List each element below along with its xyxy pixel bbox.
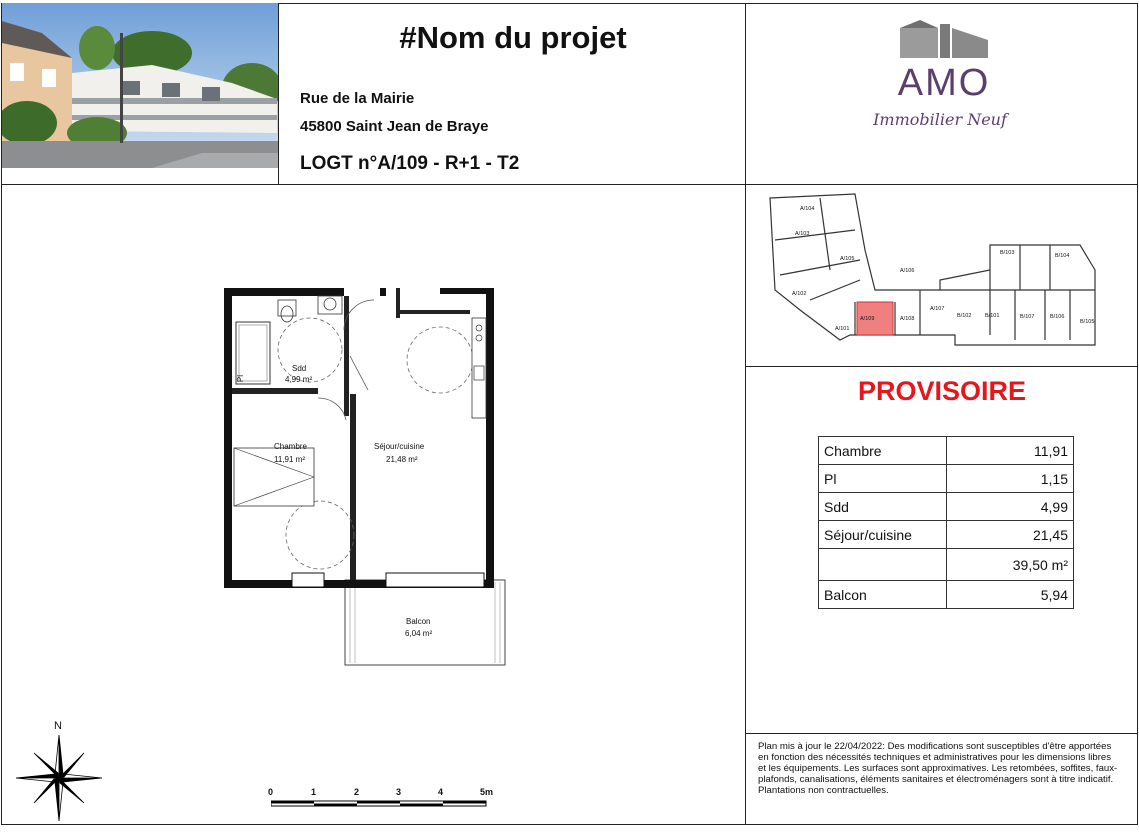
svg-text:A/107: A/107	[930, 306, 945, 312]
area-cell: 21,45	[947, 521, 1074, 549]
room-balcon-area: 6,04 m²	[405, 629, 433, 638]
scale-tick-2: 2	[354, 787, 360, 797]
project-title: #Nom du projet	[399, 20, 627, 55]
floor-plan	[200, 270, 530, 670]
header-divider	[1, 184, 1138, 185]
svg-text:A/106: A/106	[900, 268, 915, 274]
scale-tick-0: 0	[268, 787, 274, 797]
svg-text:A/103: A/103	[795, 231, 810, 237]
room-cell	[819, 549, 947, 581]
area-cell: 1,15	[947, 465, 1074, 493]
surface-table	[818, 436, 1074, 609]
svg-text:B/101: B/101	[985, 313, 1000, 319]
building-photo	[2, 3, 278, 168]
area-cell: 5,94	[947, 581, 1074, 609]
logo-brand: AMO	[897, 62, 991, 104]
svg-text:A/105: A/105	[840, 256, 855, 262]
keyplan-divider	[745, 366, 1138, 367]
table-row	[819, 581, 1074, 609]
room-cell: Pl	[819, 465, 947, 493]
address-line-1: Rue de la Mairie	[300, 90, 415, 107]
svg-text:A/101: A/101	[835, 326, 850, 332]
scale-tick-3: 3	[396, 787, 402, 797]
svg-text:A/109: A/109	[860, 316, 875, 322]
room-cell: Balcon	[819, 581, 947, 609]
svg-text:B/105: B/105	[1080, 319, 1095, 325]
room-chambre-area: 11,91 m²	[274, 455, 305, 464]
svg-text:A/104: A/104	[800, 206, 815, 212]
north-label: N	[54, 720, 62, 732]
key-plan	[760, 190, 1130, 360]
logo-tagline: Immobilier Neuf	[873, 110, 1007, 129]
disclaimer-note: Plan mis à jour le 22/04/2022: Des modifications sont susceptibles d'être apportées en fonction des nécessités techniques et administratives pour les dimensions libres et les équipements. Les surfaces sont approximatives. Les retombées, soffites, faux-plafonds, canalisations, éléments sanitaires et électroménagers sont à titre indicatif. Plantations non contractuelles.	[758, 741, 1118, 796]
total-cell: 39,50 m²	[947, 549, 1074, 581]
svg-text:B/106: B/106	[1050, 314, 1065, 320]
room-chambre-name: Chambre	[274, 442, 307, 451]
room-balcon-name: Balcon	[406, 617, 431, 626]
area-cell: 4,99	[947, 493, 1074, 521]
address-line-2: 45800 Saint Jean de Braye	[300, 118, 489, 135]
svg-text:B/102: B/102	[957, 313, 972, 319]
scale-bar	[265, 784, 505, 814]
compass-rose-icon	[14, 733, 104, 823]
table-row	[819, 465, 1074, 493]
scale-tick-4: 4	[438, 787, 444, 797]
table-row	[819, 493, 1074, 521]
svg-text:B/107: B/107	[1020, 314, 1035, 320]
room-pl-name: Pl	[236, 374, 246, 383]
room-cell: Séjour/cuisine	[819, 521, 947, 549]
room-sdd-name: Sdd	[292, 364, 307, 373]
room-sejour-name: Séjour/cuisine	[374, 442, 425, 451]
svg-text:A/108: A/108	[900, 316, 915, 322]
lot-label: LOGT n°A/109 - R+1 - T2	[300, 153, 520, 174]
table-row	[819, 521, 1074, 549]
logo-building-icon	[900, 20, 988, 58]
amo-logo	[860, 18, 1020, 138]
note-divider	[745, 733, 1138, 734]
right-column-divider	[745, 3, 746, 825]
room-cell: Sdd	[819, 493, 947, 521]
table-row	[819, 549, 1074, 581]
room-sejour-area: 21,48 m²	[386, 455, 418, 464]
room-sdd-area: 4,99 m²	[285, 375, 313, 384]
table-row	[819, 437, 1074, 465]
room-cell: Chambre	[819, 437, 947, 465]
svg-text:B/104: B/104	[1055, 253, 1070, 259]
scale-tick-1: 1	[311, 787, 317, 797]
svg-text:A/102: A/102	[792, 291, 807, 297]
svg-text:B/103: B/103	[1000, 250, 1015, 256]
scale-tick-5: 5m	[480, 787, 494, 797]
area-cell: 11,91	[947, 437, 1074, 465]
photo-divider	[278, 3, 279, 185]
status-label: PROVISOIRE	[857, 376, 1027, 406]
